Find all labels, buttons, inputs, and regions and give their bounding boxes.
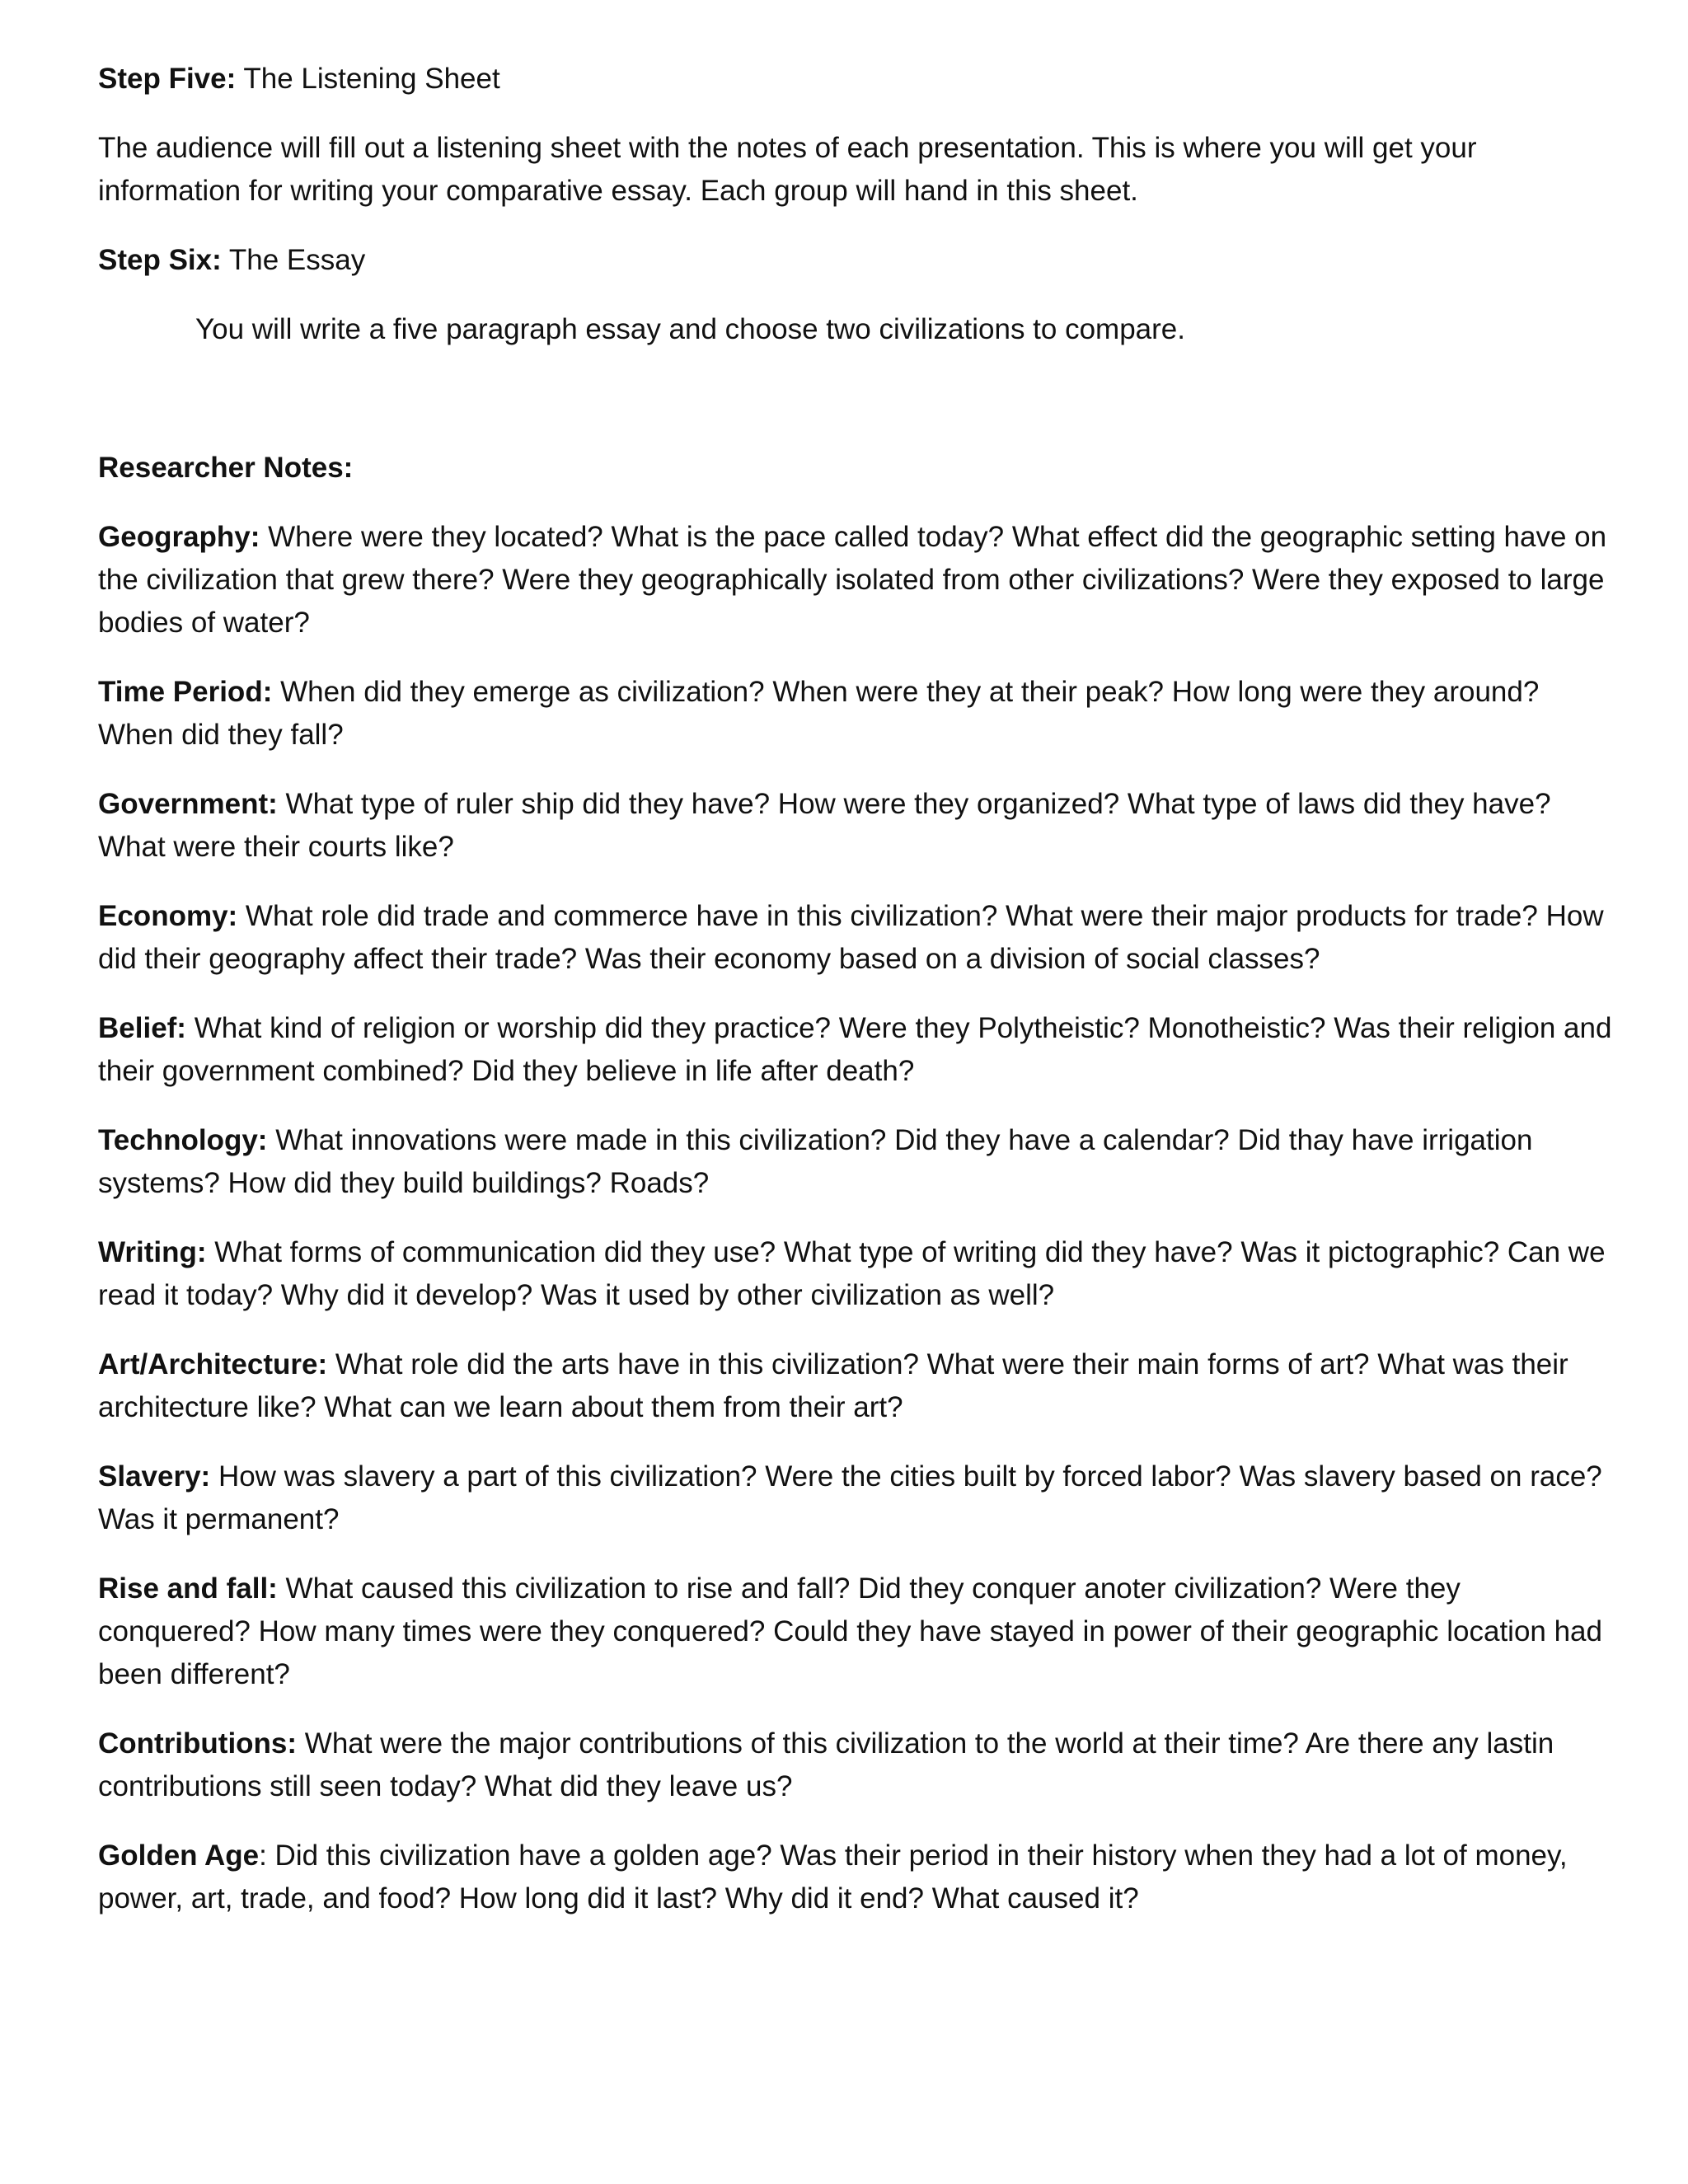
note-text: What caused this civilization to rise and fall? Did they conquer anoter civilization? Were they conquered? How many times were they conquered? Could they have stayed in power of their geographic location had been different? [98, 1572, 1602, 1690]
note-time-period [98, 671, 1615, 757]
note-slavery [98, 1455, 1615, 1541]
note-technology [98, 1119, 1615, 1205]
note-government [98, 783, 1615, 869]
step-label: Step Six: [98, 244, 222, 276]
step-six-heading [98, 239, 1615, 282]
note-label: Contributions: [98, 1727, 298, 1760]
note-text: What role did the arts have in this civilization? What were their main forms of art? What was their architecture like? What can we learn about them from their art? [98, 1348, 1568, 1423]
note-label: Government: [98, 788, 278, 820]
note-text: : Did this civilization have a golden age? Was their period in their history when they had a lot of money, power, art, trade, and food? How long did it last? Why did it end? What caused it? [98, 1840, 1568, 1915]
note-label: Time Period: [98, 676, 273, 708]
note-label: Geography: [98, 521, 260, 553]
step-five-heading [98, 58, 1615, 101]
note-label: Technology: [98, 1124, 268, 1156]
note-geography [98, 516, 1615, 644]
note-belief [98, 1007, 1615, 1093]
note-label: Belief: [98, 1012, 186, 1044]
note-label: Writing: [98, 1236, 207, 1268]
note-label: Economy: [98, 900, 238, 932]
note-text: How was slavery a part of this civilization? Were the cities built by forced labor? Was slavery based on race? Was it permanent? [98, 1460, 1602, 1535]
note-golden-age [98, 1835, 1615, 1920]
note-art-architecture [98, 1343, 1615, 1429]
note-label: Art/Architecture: [98, 1348, 328, 1380]
note-rise-and-fall [98, 1568, 1615, 1696]
document-page [98, 58, 1615, 1947]
note-text: What kind of religion or worship did they practice? Were they Polytheistic? Monotheistic? Was their religion and their government combined? Did they believe in life after death? [98, 1012, 1612, 1087]
note-text: What role did trade and commerce have in this civilization? What were their major products for trade? How did their geography affect their trade? Was their economy based on a division of social classes? [98, 900, 1604, 975]
step-title: The Listening Sheet [236, 63, 500, 95]
note-label: Golden Age [98, 1840, 260, 1872]
note-label: Slavery: [98, 1460, 211, 1493]
note-text: What forms of communication did they use? What type of writing did they have? Was it pictographic? Can we read it today? Why did it develop? Was it used by other civilization as well? [98, 1236, 1606, 1311]
note-text: What type of ruler ship did they have? How were they organized? What type of laws did they have? What were their courts like? [98, 788, 1551, 863]
note-writing [98, 1231, 1615, 1317]
step-label: Step Five: [98, 63, 237, 95]
note-text: What innovations were made in this civilization? Did they have a calendar? Did thay have irrigation systems? How did they build buildings? Roads? [98, 1124, 1533, 1199]
researcher-notes-title: Researcher Notes: [98, 452, 354, 484]
note-text: When did they emerge as civilization? When were they at their peak? How long were they around? When did they fall? [98, 676, 1540, 751]
step-six-body: You will write a five paragraph essay and choose two civilizations to compare. [195, 313, 1185, 345]
section-spacer [98, 377, 1615, 447]
note-label: Rise and fall: [98, 1572, 278, 1605]
note-text: What were the major contributions of this civilization to the world at their time? Are there any lastin contributions still seen today? What did they leave us? [98, 1727, 1554, 1802]
step-title: The Essay [221, 244, 366, 276]
note-contributions [98, 1722, 1615, 1808]
note-text: Where were they located? What is the pace called today? What effect did the geographic setting have on the civilization that grew there? Were they geographically isolated from other civilizations? Were they exposed to large bodies of water? [98, 521, 1607, 639]
step-five-body: The audience will fill out a listening sheet with the notes of each presentation. This is where you will get your information for writing your comparative essay. Each group will hand in this sheet. [98, 132, 1477, 207]
note-economy [98, 895, 1615, 981]
